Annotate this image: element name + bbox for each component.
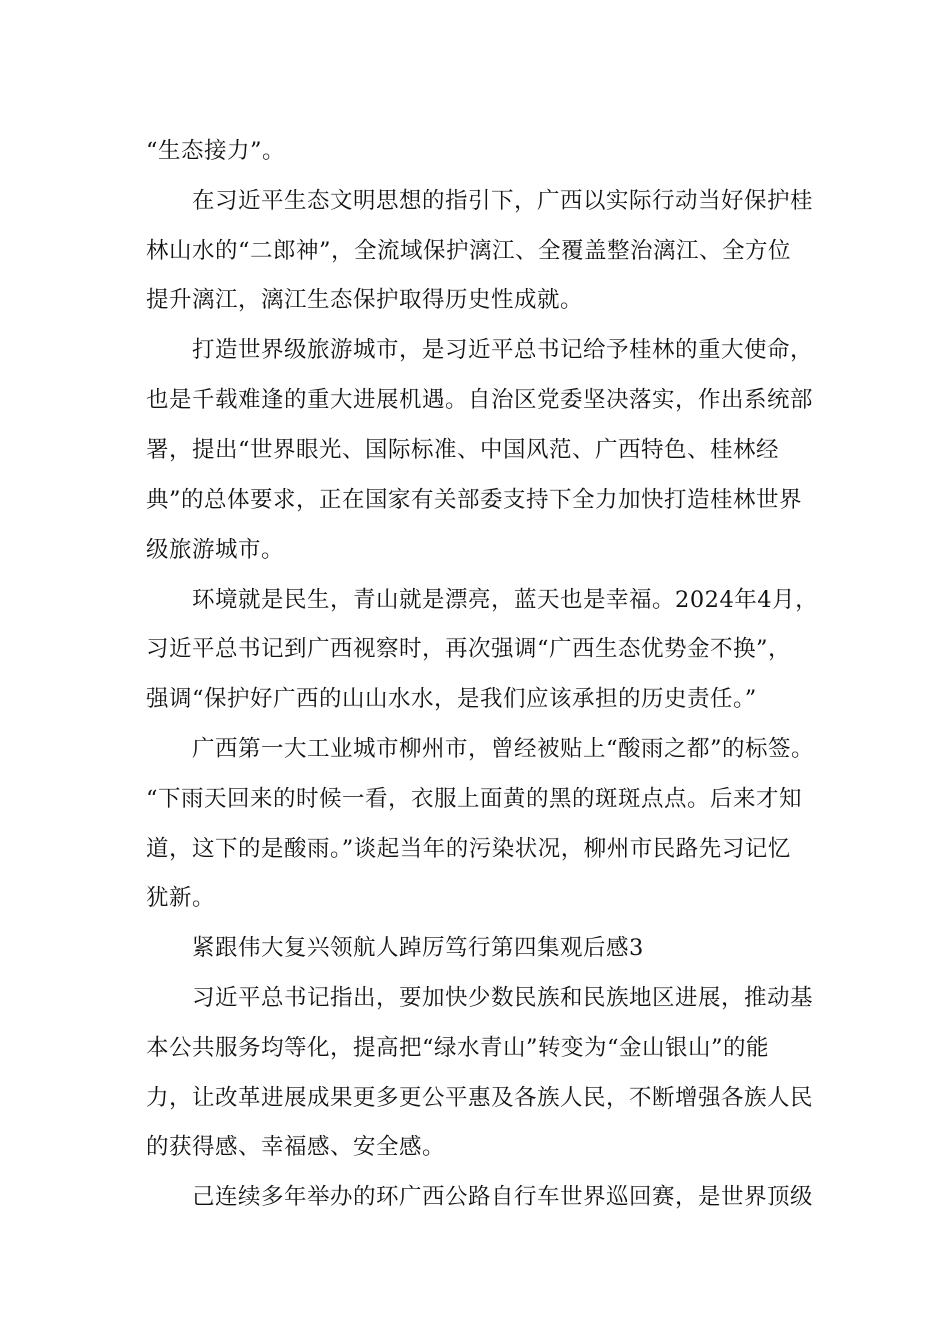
text-line: 提升漓江，漓江生态保护取得历史性成就。 — [146, 287, 584, 313]
text-line: 道，这下的是酸雨。”谈起当年的污染状况，柳州市民路先习记忆 — [146, 836, 791, 862]
text-line: 犹新。 — [146, 885, 216, 911]
text-line: 习近平总书记到广西视察时，再次强调“广西生态优势金不换”， — [146, 636, 792, 662]
text-line: 典”的总体要求，正在国家有关部委支持下全力加快打造桂林世界 — [146, 487, 803, 513]
text-line: 级旅游城市。 — [146, 537, 285, 563]
text-line: 林山水的“二郎神”，全流域保护漓江、全覆盖整治漓江、全方位 — [146, 238, 792, 264]
paragraph-start-line: 打造世界级旅游城市，是习近平总书记给予桂林的重大使命， — [192, 337, 814, 363]
text-line: 的获得感、幸福感、安全感。 — [146, 1134, 446, 1160]
text-line: 力，让改革进展成果更多更公平惠及各族人民，不断增强各族人民 — [146, 1085, 814, 1111]
text-line: 也是千载难逢的重大进展机遇。自治区党委坚决落实，作出系统部 — [146, 387, 814, 413]
text-line: 署，提出“世界眼光、国际标准、中国风范、广西特色、桂林经 — [146, 437, 780, 463]
section-heading: 紧跟伟大复兴领航人踔厉笃行第四集观后感3 — [192, 935, 644, 961]
text-line: 本公共服务均等化，提高把“绿水青山”转变为“金山银山”的能 — [146, 1035, 770, 1061]
paragraph-start-line: 习近平总书记指出，要加快少数民族和民族地区进展，推动基 — [192, 985, 814, 1011]
text-line: 强调“保护好广西的山山水水，是我们应该承担的历史责任。” — [146, 686, 757, 712]
text-line: “下雨天回来的时候一看，衣服上面黄的黑的斑斑点点。后来才知 — [146, 786, 803, 812]
paragraph-start-line: 己连续多年举办的环广西公路自行车世界巡回赛，是世界顶级 — [192, 1184, 814, 1210]
paragraph-start-line: 在习近平生态文明思想的指引下，广西以实际行动当好保护桂 — [192, 188, 814, 214]
paragraph-start-line: 环境就是民生，青山就是漂亮，蓝天也是幸福。2024年4月， — [192, 587, 819, 613]
text-line: “生态接力”。 — [146, 138, 286, 164]
paragraph-start-line: 广西第一大工业城市柳州市，曾经被贴上“酸雨之都”的标签。 — [192, 736, 815, 762]
